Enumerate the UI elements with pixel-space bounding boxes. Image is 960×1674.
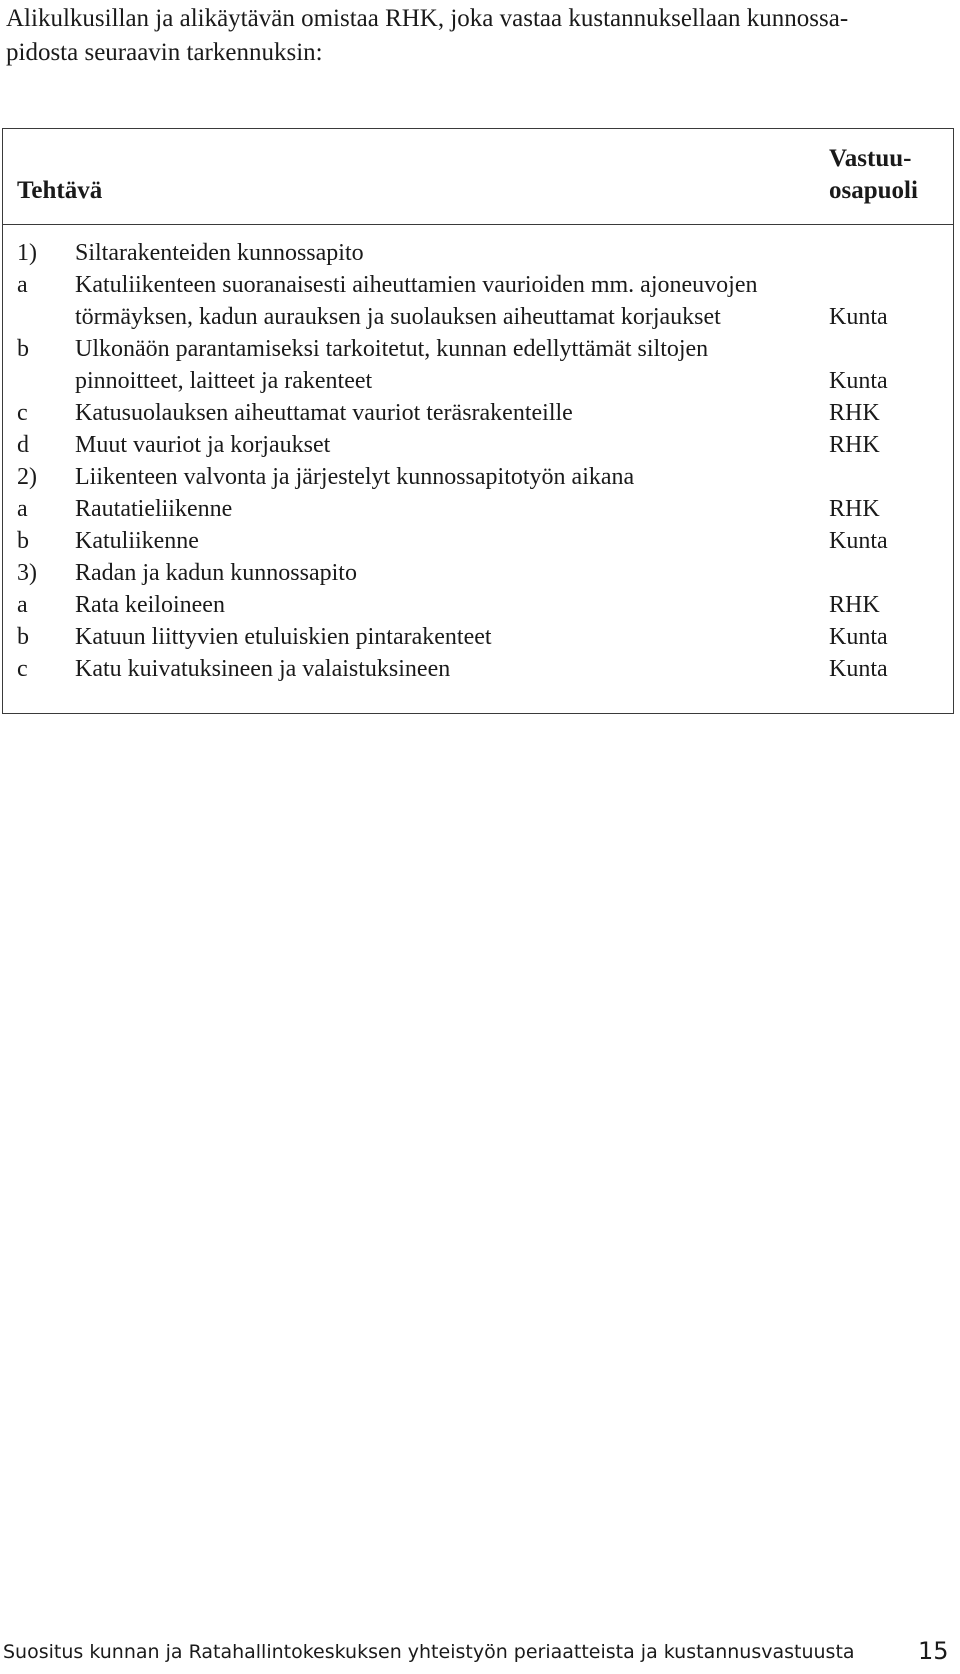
- header-responsible: [829, 143, 918, 207]
- row-text: Katuun liittyvien etuluiskien pintarakenteet: [75, 624, 492, 650]
- row-responsible: RHK: [829, 400, 880, 426]
- row-label: a: [17, 592, 28, 618]
- row-responsible: Kunta: [829, 624, 888, 650]
- row-text: Radan ja kadun kunnossapito: [75, 560, 357, 586]
- row-label: b: [17, 336, 29, 362]
- row-label: b: [17, 624, 29, 650]
- intro-line-2: pidosta seuraavin tarkennuksin:: [6, 39, 323, 66]
- row-text: Siltarakenteiden kunnossapito: [75, 240, 364, 266]
- table-row: [3, 429, 953, 461]
- row-text: Rautatieliikenne: [75, 496, 233, 522]
- row-label: 1): [17, 240, 37, 266]
- row-text: Rata keiloineen: [75, 592, 225, 618]
- page-footer: [0, 1637, 960, 1671]
- row-label: b: [17, 528, 29, 554]
- table-row: [3, 269, 953, 301]
- row-responsible: Kunta: [829, 304, 888, 330]
- row-label: c: [17, 400, 28, 426]
- row-responsible: RHK: [829, 432, 880, 458]
- intro-line-1: Alikulkusillan ja alikäytävän omistaa RHK, joka vastaa kustannuksellaan kunnossa-: [6, 5, 849, 32]
- row-text: Katuliikenne: [75, 528, 199, 554]
- row-label: 3): [17, 560, 37, 586]
- table-row: [3, 621, 953, 653]
- header-responsible-line-2: osapuoli: [829, 177, 918, 204]
- row-responsible: Kunta: [829, 368, 888, 394]
- row-label: c: [17, 656, 28, 682]
- table-header: [3, 129, 953, 225]
- page-number: 15: [918, 1637, 949, 1665]
- table-row: [3, 237, 953, 269]
- row-text: törmäyksen, kadun aurauksen ja suolauksen aiheuttamat korjaukset: [75, 304, 721, 330]
- intro-paragraph: [6, 2, 946, 70]
- row-text: Ulkonäön parantamiseksi tarkoitetut, kunnan edellyttämät siltojen: [75, 336, 709, 362]
- table-row: [3, 653, 953, 685]
- row-responsible: RHK: [829, 592, 880, 618]
- row-text: Muut vauriot ja korjaukset: [75, 432, 331, 458]
- table-row: [3, 461, 953, 493]
- row-text: Katu kuivatuksineen ja valaistuksineen: [75, 656, 451, 682]
- table-row: [3, 301, 953, 333]
- row-responsible: RHK: [829, 496, 880, 522]
- row-text: pinnoitteet, laitteet ja rakenteet: [75, 368, 373, 394]
- row-text: Liikenteen valvonta ja järjestelyt kunnossapitotyön aikana: [75, 464, 635, 490]
- footer-text: Suositus kunnan ja Ratahallintokeskuksen yhteistyön periaatteista ja kustannusvastuusta: [3, 1641, 855, 1663]
- table-row: [3, 557, 953, 589]
- table-row: [3, 525, 953, 557]
- table-row: [3, 333, 953, 365]
- table-row: [3, 397, 953, 429]
- row-responsible: Kunta: [829, 656, 888, 682]
- row-label: 2): [17, 464, 37, 490]
- table-row: [3, 365, 953, 397]
- row-label: a: [17, 496, 28, 522]
- row-label: d: [17, 432, 29, 458]
- table-row: [3, 589, 953, 621]
- header-responsible-line-1: Vastuu-: [829, 145, 912, 172]
- responsibility-table: [2, 128, 954, 714]
- table-body: [3, 237, 953, 685]
- table-row: [3, 493, 953, 525]
- row-text: Katusuolauksen aiheuttamat vauriot teräsrakenteille: [75, 400, 573, 426]
- row-label: a: [17, 272, 28, 298]
- header-task: Tehtävä: [17, 177, 103, 204]
- row-text: Katuliikenteen suoranaisesti aiheuttamien vaurioiden mm. ajoneuvojen: [75, 272, 758, 298]
- row-responsible: Kunta: [829, 528, 888, 554]
